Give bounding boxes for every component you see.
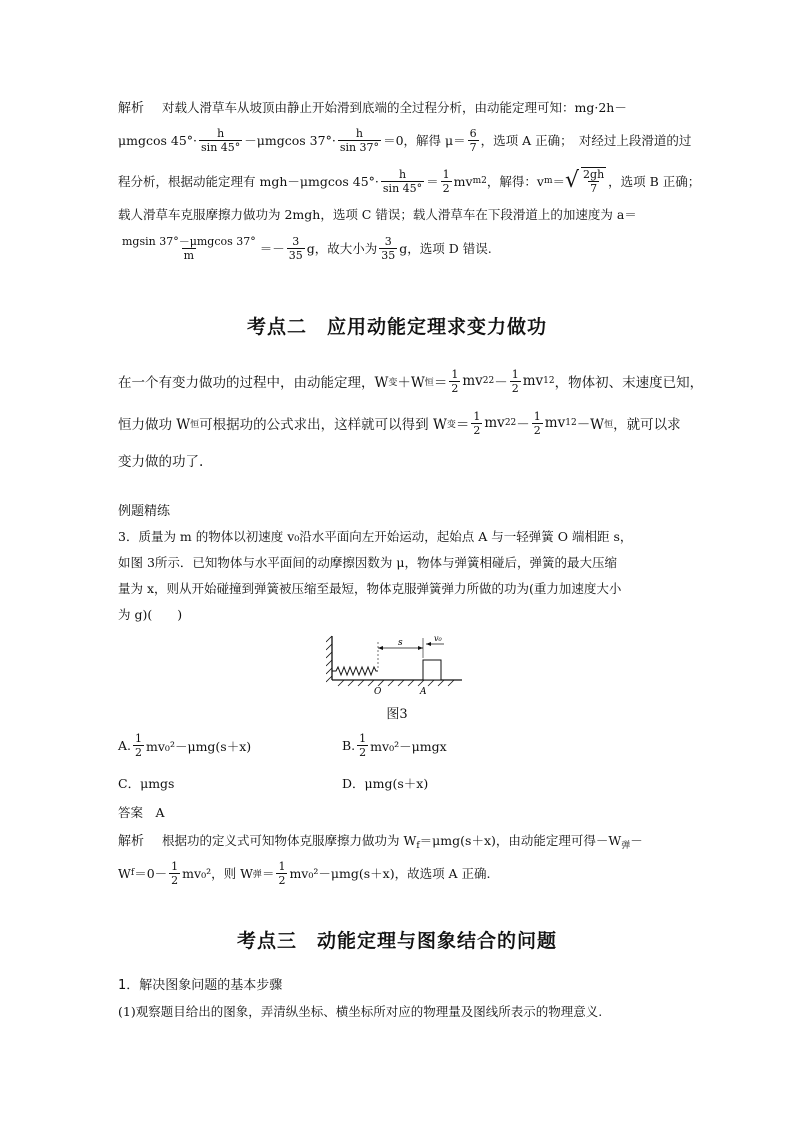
figure-caption: 图3 xyxy=(386,707,408,722)
s-label: s xyxy=(398,638,403,648)
fraction: $\frac{h}{\sin 37^\circ}$ xyxy=(339,126,380,154)
question-line-3: 量为 x，则从开始碰撞到弹簧被压缩至最短，物体克服弹簧弹力所做的功为(重力加速度大小 xyxy=(118,581,622,596)
math-text: ＝－ xyxy=(259,241,285,256)
subscript: m xyxy=(472,176,482,186)
analysis-line-1 xyxy=(118,96,678,120)
wall-hatch xyxy=(326,636,332,682)
block xyxy=(423,660,441,680)
question-line-4: 为 g)( ) xyxy=(118,607,183,622)
analysis-label: 解析 xyxy=(118,101,145,116)
example-analysis-line-1: 解析 根据功的定义式可知物体克服摩擦力做功为 $W_f=\mu mg(s+x)$，由动能定理可得$-W_弹-$ xyxy=(118,833,643,851)
section-3-title: 考点三 动能定理与图象结合的问题 xyxy=(236,930,557,952)
question-line-2: 如图 3所示．已知物体与水平面间的动摩擦因数为 μ，物体与弹簧相碰后，弹簧的最大压缩 xyxy=(118,555,618,570)
fraction: $\frac{1}{2}$ xyxy=(473,409,481,437)
fraction: $\frac{1}{2}$ xyxy=(533,409,541,437)
spring xyxy=(332,667,378,675)
fraction: $\frac{3}{35}$ xyxy=(381,234,396,262)
math-text: ，选项 B 正确； xyxy=(608,174,701,189)
a-label: A xyxy=(420,687,427,697)
section-2-line-3: 变力做的功了. xyxy=(118,454,204,470)
math-text: 载人滑草车克服摩擦力做功为 2mgh，选项 C 错误；载人滑草车在下段滑道上的加速度为 a＝ xyxy=(118,207,637,222)
option-b: B. $\frac{1}{2}$ mv₀²－μmgx xyxy=(342,732,447,759)
example-block xyxy=(118,500,678,628)
math-text: ＝ xyxy=(552,174,565,189)
s-arrow-left xyxy=(378,646,383,650)
option-c: C．μmgs xyxy=(118,776,175,791)
section-2-line-2: 恒力做功 W 恒 可根据功的公式求出，这样就可以得到 W 变 ＝ $\frac{1}{2}$ mv 2 2 － $\frac{1}{2}$ mv 1 2 －W 恒 ，就可以求 xyxy=(118,409,681,437)
question-line-1: 3．质量为 m 的物体以初速度 v₀沿水平面向左开始运动，起始点 A 与一轻弹簧 O 端相距 s， xyxy=(118,529,633,544)
math-text: ，选项 A 正确； 对经过上段滑道的过 xyxy=(480,133,692,148)
analysis-line-3 xyxy=(118,160,701,202)
v0-label: v₀ xyxy=(434,634,442,643)
fraction: $\frac{h}{\sin 45^\circ}$ xyxy=(201,126,241,154)
subscript: m xyxy=(543,176,553,186)
section-3-body xyxy=(118,973,678,1025)
math-text: μmgcos 45°· xyxy=(118,132,198,148)
analysis-line-4 xyxy=(118,202,678,228)
section-2-paragraph xyxy=(118,360,704,480)
math-text: 程分析，根据动能定理有 mgh－μmgcos 45°· xyxy=(118,174,379,189)
analysis-line-5 xyxy=(118,228,678,268)
math-text: mv xyxy=(453,173,473,189)
fraction: $\frac{1}{2}$ xyxy=(278,859,286,887)
section-2-line-1: 在一个有变力做功的过程中，由动能定理，W 变 ＋W 恒 ＝ $\frac{1}{2}$ mv 2 2 － $\frac{1}{2}$ mv 1 2 ，物体初、末速度已知， xyxy=(118,367,704,395)
o-label: O xyxy=(374,687,382,697)
answer: 答案 A xyxy=(118,805,165,820)
fraction: $\frac{1}{2}$ xyxy=(359,732,367,759)
math-text: g，故大小为 xyxy=(306,241,378,256)
section-3-paragraph: (1)观察题目给出的图象，弄清纵坐标、横坐标所对应的物理量及图线所表示的物理意义. xyxy=(118,1004,603,1019)
spring-block-diagram xyxy=(326,634,466,698)
option-a: A. $\frac{1}{2}$ mv₀²－μmg(s＋x) xyxy=(118,732,252,759)
section-2-title: 考点二 应用动能定理求变力做功 xyxy=(246,316,547,338)
ground-hatch xyxy=(338,680,454,686)
superscript: 2 xyxy=(481,176,487,186)
math-text: ＝0，解得 μ＝ xyxy=(383,133,466,148)
square-root: √ $\frac{2gh}{7}$ xyxy=(565,168,605,195)
example-analysis-line-2: W f ＝0－ $\frac{1}{2}$ mv₀²，则 W 弹 ＝ $\frac{1}{2}$ mv₀²－μmg(s＋x)，故选项 A 正确. xyxy=(118,859,491,887)
math-text: －μmgcos 37°· xyxy=(244,133,336,148)
math-text: ，解得：v xyxy=(486,174,544,189)
fraction: $\frac{1}{2}$ xyxy=(442,167,450,195)
s-arrow-right xyxy=(418,646,423,650)
fraction: $\frac{6}{7}$ xyxy=(469,126,477,154)
math-text: ＝ xyxy=(426,174,439,189)
fraction: $\frac{h}{\sin 45^\circ}$ xyxy=(382,167,423,195)
example-analysis xyxy=(118,828,678,892)
fraction: $\frac{3}{35}$ xyxy=(288,234,303,262)
analysis-block-1 xyxy=(118,96,701,268)
math-text: g，选项 D 错误. xyxy=(399,241,492,256)
fraction: $\frac{1}{2}$ xyxy=(135,732,143,759)
example-heading: 例题精练 xyxy=(118,504,171,519)
fraction: $\frac{\text{mgsin 37°－μmgcos 37°}}{m}$ xyxy=(122,234,256,262)
fraction: $\frac{1}{2}$ xyxy=(171,859,179,887)
option-d: D．μmg(s＋x) xyxy=(342,776,429,791)
analysis-text: 对载人滑草车从坡顶由静止开始滑到底端的全过程分析，由动能定理可知：mg·2h－ xyxy=(162,100,627,115)
section-3-heading: 1．解决图象问题的基本步骤 xyxy=(118,978,283,993)
analysis-line-2 xyxy=(118,120,692,160)
figure-3 xyxy=(326,634,466,702)
fraction: $\frac{1}{2}$ xyxy=(511,367,519,395)
velocity-arrowhead xyxy=(426,642,431,646)
fraction: $\frac{1}{2}$ xyxy=(451,367,459,395)
